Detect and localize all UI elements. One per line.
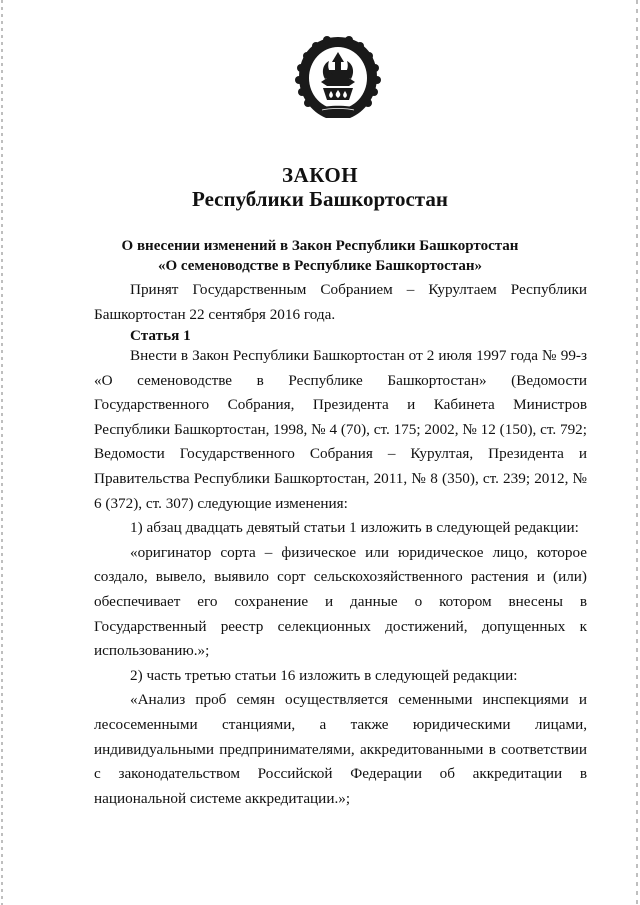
article-body bbox=[94, 344, 587, 811]
law-heading bbox=[0, 236, 640, 276]
law-title: ЗАКОН bbox=[281, 163, 359, 187]
adoption-statement: Принят Государственным Собранием – Курултаем Республики Башкортостан 22 сентября 2016 года. bbox=[94, 281, 587, 323]
paragraph-item-2: 2) часть третью статьи 16 изложить в следующей редакции: bbox=[130, 666, 518, 684]
coat-of-arms-emblem bbox=[293, 34, 383, 126]
article-title: Статья 1 bbox=[130, 327, 191, 344]
paragraph-amendment-intro: Внести в Закон Республики Башкортостан от 2 июля 1997 года № 99-з «О семеноводстве в Республике Башкортостан» (Ведомости Государственного Собрания, Президента и Кабинета Министров Республики Башкортостан, 1998, № 4 (70), ст. 175; 2002, № 12 (150), ст. 792; Ведомости Государственного Собрания – Курултая, Президента и Правительства Республики Башкортостан, 2011, № 8 (350), ст. 239; 2012, № 6 (372), ст. 307) следующие изменения: bbox=[94, 347, 587, 512]
law-subtitle: Республики Башкортостан bbox=[192, 187, 448, 211]
law-heading-line1: О внесении изменений в Закон Республики Башкортостан bbox=[121, 238, 519, 254]
paragraph-item-1: 1) абзац двадцать девятый статьи 1 изложить в следующей редакции: bbox=[130, 519, 579, 537]
scan-edge-left bbox=[1, 0, 3, 905]
law-heading-line2: «О семеноводстве в Республике Башкортостан» bbox=[157, 258, 483, 274]
paragraph-seed-analysis: «Анализ проб семян осуществляется семенными инспекциями и лесосеменными станциями, а также юридическими лицами, индивидуальными предпринимателями, аккредитованными в соответствии с законодательством Российской Федерации об аккредитации в национальной системе аккредитации.»; bbox=[94, 691, 587, 807]
scan-edge-right bbox=[636, 0, 638, 905]
paragraph-originator-definition: «оригинатор сорта – физическое или юридическое лицо, которое создало, вывело, выявило сорт сельскохозяйственного растения и (или) обеспечивает его сохранение и данные о котором внесены в Государственный реестр селекционных достижений, допущенных к использованию.»; bbox=[94, 543, 587, 660]
adoption-statement-block bbox=[94, 278, 587, 327]
